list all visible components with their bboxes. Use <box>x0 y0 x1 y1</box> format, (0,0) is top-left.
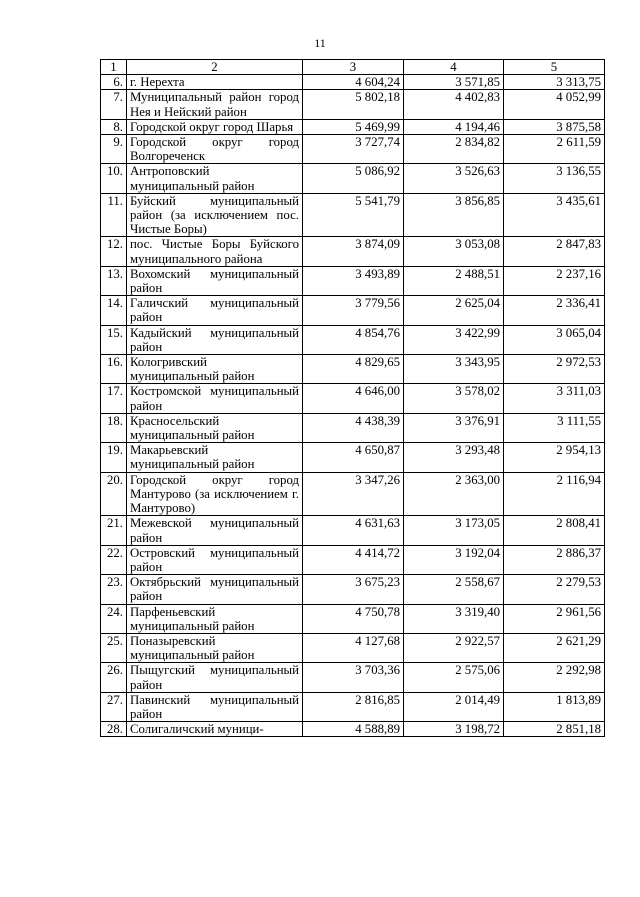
row-number: 6. <box>101 75 127 90</box>
territory-name: Вохомский муниципальный район <box>127 266 303 295</box>
value-col-3: 4 854,76 <box>303 325 404 354</box>
table-row <box>101 119 605 134</box>
territory-name: Костромской муниципальный район <box>127 384 303 413</box>
value-col-3: 5 086,92 <box>303 164 404 193</box>
territory-name: Октябрьский муниципальный район <box>127 575 303 604</box>
value-col-3: 3 675,23 <box>303 575 404 604</box>
value-col-5: 2 336,41 <box>504 296 605 325</box>
value-col-4: 4 194,46 <box>404 119 504 134</box>
value-col-3: 3 779,56 <box>303 296 404 325</box>
row-number: 23. <box>101 575 127 604</box>
value-col-3: 3 703,36 <box>303 663 404 692</box>
value-col-4: 3 293,48 <box>404 443 504 472</box>
value-col-3: 4 829,65 <box>303 355 404 384</box>
table-row <box>101 413 605 442</box>
territory-name: Поназыревский муниципальный район <box>127 633 303 662</box>
territory-name: Кологривский муниципальный район <box>127 355 303 384</box>
value-col-4: 3 198,72 <box>404 722 504 737</box>
row-number: 18. <box>101 413 127 442</box>
value-col-4: 2 488,51 <box>404 266 504 295</box>
value-col-4: 2 558,67 <box>404 575 504 604</box>
row-number: 28. <box>101 722 127 737</box>
table-row <box>101 75 605 90</box>
data-table <box>100 59 605 737</box>
value-col-4: 3 053,08 <box>404 237 504 266</box>
column-header-5: 5 <box>504 60 605 75</box>
table-row <box>101 443 605 472</box>
value-col-4: 3 376,91 <box>404 413 504 442</box>
value-col-3: 3 347,26 <box>303 472 404 516</box>
value-col-5: 3 136,55 <box>504 164 605 193</box>
table-row <box>101 384 605 413</box>
table-row <box>101 545 605 574</box>
value-col-5: 3 111,55 <box>504 413 605 442</box>
value-col-5: 4 052,99 <box>504 90 605 119</box>
header-row <box>101 60 605 75</box>
value-col-5: 2 279,53 <box>504 575 605 604</box>
value-col-4: 2 625,04 <box>404 296 504 325</box>
value-col-5: 2 961,56 <box>504 604 605 633</box>
value-col-4: 2 575,06 <box>404 663 504 692</box>
territory-name: г. Нерехта <box>127 75 303 90</box>
table-row <box>101 296 605 325</box>
table-row <box>101 135 605 164</box>
value-col-4: 2 922,57 <box>404 633 504 662</box>
value-col-5: 2 237,16 <box>504 266 605 295</box>
row-number: 17. <box>101 384 127 413</box>
value-col-3: 4 604,24 <box>303 75 404 90</box>
value-col-3: 5 541,79 <box>303 193 404 237</box>
territory-name: пос. Чистые Боры Буйского муниципального района <box>127 237 303 266</box>
territory-name: Солигаличский муници- <box>127 722 303 737</box>
table-row <box>101 266 605 295</box>
value-col-5: 2 972,53 <box>504 355 605 384</box>
table-row <box>101 193 605 237</box>
value-col-3: 5 802,18 <box>303 90 404 119</box>
table-row <box>101 325 605 354</box>
table-row <box>101 633 605 662</box>
row-number: 12. <box>101 237 127 266</box>
territory-name: Городской округ город Волгореченск <box>127 135 303 164</box>
value-col-4: 3 192,04 <box>404 545 504 574</box>
value-col-3: 5 469,99 <box>303 119 404 134</box>
territory-name: Парфеньевский муниципальный район <box>127 604 303 633</box>
value-col-3: 4 631,63 <box>303 516 404 545</box>
value-col-3: 2 816,85 <box>303 692 404 721</box>
value-col-3: 4 438,39 <box>303 413 404 442</box>
value-col-3: 4 646,00 <box>303 384 404 413</box>
territory-name: Островский муниципальный район <box>127 545 303 574</box>
value-col-5: 2 847,83 <box>504 237 605 266</box>
value-col-5: 3 065,04 <box>504 325 605 354</box>
value-col-5: 3 435,61 <box>504 193 605 237</box>
table-row <box>101 516 605 545</box>
value-col-5: 3 311,03 <box>504 384 605 413</box>
row-number: 13. <box>101 266 127 295</box>
row-number: 14. <box>101 296 127 325</box>
table-row <box>101 722 605 737</box>
row-number: 7. <box>101 90 127 119</box>
territory-name: Кадыйский муниципальный район <box>127 325 303 354</box>
row-number: 20. <box>101 472 127 516</box>
territory-name: Красносельский муниципальный район <box>127 413 303 442</box>
table-row <box>101 575 605 604</box>
value-col-4: 3 571,85 <box>404 75 504 90</box>
row-number: 27. <box>101 692 127 721</box>
column-header-1: 1 <box>101 60 127 75</box>
value-col-5: 3 313,75 <box>504 75 605 90</box>
row-number: 21. <box>101 516 127 545</box>
row-number: 16. <box>101 355 127 384</box>
row-number: 8. <box>101 119 127 134</box>
territory-name: Павинский муниципальный район <box>127 692 303 721</box>
value-col-5: 3 875,58 <box>504 119 605 134</box>
row-number: 9. <box>101 135 127 164</box>
value-col-5: 1 813,89 <box>504 692 605 721</box>
territory-name: Пыщугский муниципальный район <box>127 663 303 692</box>
row-number: 11. <box>101 193 127 237</box>
value-col-4: 3 856,85 <box>404 193 504 237</box>
table-row <box>101 663 605 692</box>
value-col-4: 3 173,05 <box>404 516 504 545</box>
value-col-3: 4 127,68 <box>303 633 404 662</box>
value-col-3: 4 414,72 <box>303 545 404 574</box>
page-number: 11 <box>314 36 326 50</box>
table-row <box>101 355 605 384</box>
table-row <box>101 237 605 266</box>
value-col-4: 3 319,40 <box>404 604 504 633</box>
value-col-5: 2 886,37 <box>504 545 605 574</box>
value-col-4: 3 578,02 <box>404 384 504 413</box>
territory-name: Межевской муниципальный район <box>127 516 303 545</box>
value-col-3: 4 650,87 <box>303 443 404 472</box>
value-col-4: 2 363,00 <box>404 472 504 516</box>
row-number: 24. <box>101 604 127 633</box>
column-header-3: 3 <box>303 60 404 75</box>
row-number: 22. <box>101 545 127 574</box>
value-col-3: 3 493,89 <box>303 266 404 295</box>
value-col-3: 4 588,89 <box>303 722 404 737</box>
row-number: 10. <box>101 164 127 193</box>
table-row <box>101 164 605 193</box>
territory-name: Муниципальный район город Нея и Нейский район <box>127 90 303 119</box>
territory-name: Антроповский муниципальный район <box>127 164 303 193</box>
value-col-4: 4 402,83 <box>404 90 504 119</box>
value-col-5: 2 621,29 <box>504 633 605 662</box>
value-col-4: 2 834,82 <box>404 135 504 164</box>
territory-name: Городской округ город Мантурово (за исключением г. Мантурово) <box>127 472 303 516</box>
row-number: 26. <box>101 663 127 692</box>
table-row <box>101 692 605 721</box>
column-header-2: 2 <box>127 60 303 75</box>
table-row <box>101 472 605 516</box>
value-col-4: 3 343,95 <box>404 355 504 384</box>
value-col-5: 2 808,41 <box>504 516 605 545</box>
value-col-4: 3 526,63 <box>404 164 504 193</box>
value-col-5: 2 851,18 <box>504 722 605 737</box>
table-row <box>101 90 605 119</box>
table-body <box>101 75 605 737</box>
column-header-4: 4 <box>404 60 504 75</box>
row-number: 25. <box>101 633 127 662</box>
row-number: 19. <box>101 443 127 472</box>
row-number: 15. <box>101 325 127 354</box>
value-col-3: 3 727,74 <box>303 135 404 164</box>
value-col-5: 2 292,98 <box>504 663 605 692</box>
territory-name: Галичский муниципальный район <box>127 296 303 325</box>
territory-name: Макарьевский муниципальный район <box>127 443 303 472</box>
value-col-5: 2 611,59 <box>504 135 605 164</box>
territory-name: Городской округ город Шарья <box>127 119 303 134</box>
value-col-3: 3 874,09 <box>303 237 404 266</box>
territory-name: Буйский муниципальный район (за исключением пос. Чистые Боры) <box>127 193 303 237</box>
value-col-5: 2 116,94 <box>504 472 605 516</box>
value-col-4: 3 422,99 <box>404 325 504 354</box>
value-col-5: 2 954,13 <box>504 443 605 472</box>
value-col-3: 4 750,78 <box>303 604 404 633</box>
table-row <box>101 604 605 633</box>
value-col-4: 2 014,49 <box>404 692 504 721</box>
